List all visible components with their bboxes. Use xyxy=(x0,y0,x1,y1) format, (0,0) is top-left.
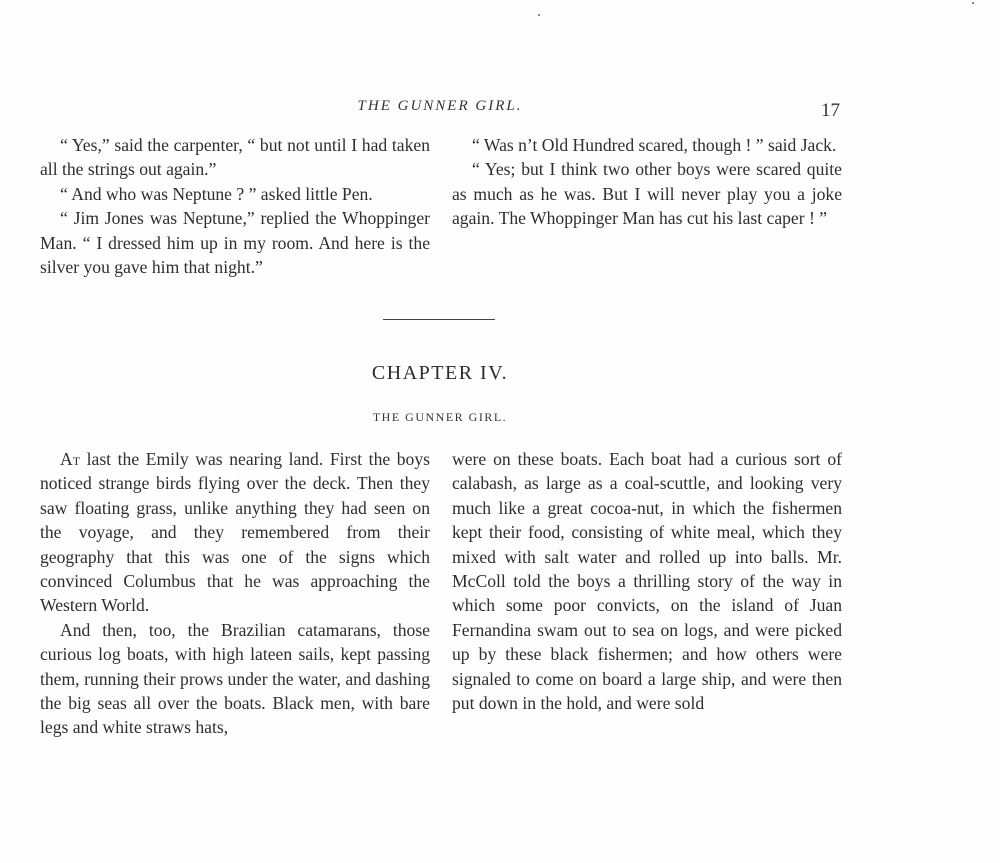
running-head xyxy=(40,96,840,120)
paragraph: “ Jim Jones was Neptune,” replied the Whoppinger Man. “ I dressed him up in my room. And here is the silver you gave him that night.” xyxy=(40,208,430,278)
paragraph: “ Yes,” said the carpenter, “ but not until I had taken all the strings out again.” xyxy=(40,135,430,180)
paper-speck xyxy=(538,14,540,16)
chapter-heading: CHAPTER IV. xyxy=(371,362,509,384)
opening-text: last the Emily was nearing land. First the boys noticed strange birds flying over the deck. Then they saw floating grass, unlike anything they had seen on the voyage, and they remembered from their geography that this was one of the signs which convinced Columbus that he was approaching the Western World. xyxy=(40,449,430,616)
paper-speck xyxy=(972,2,974,4)
paragraph: “ Was n’t Old Hundred scared, though ! ” said Jack. xyxy=(472,135,837,155)
paragraph: And then, too, the Brazilian catamarans, those curious log boats, with high lateen sails, kept passing them, running their prows under the water, and dashing the big seas all over the boats. Black men, with bare legs and white straws hats, xyxy=(40,619,430,738)
bottom-right-column xyxy=(452,447,842,715)
paragraph: “ And who was Neptune ? ” asked little Pen. xyxy=(60,183,373,204)
top-left-column xyxy=(40,133,430,279)
paragraph: “ Yes; but I think two other boys were scared quite as much as he was. But I will never play you a joke again. The Whoppinger Man has cut his last caper ! ” xyxy=(452,159,842,229)
section-divider xyxy=(383,319,495,320)
running-title: THE GUNNER GIRL. xyxy=(357,98,523,114)
page-number: 17 xyxy=(821,100,840,121)
opening-word: At xyxy=(60,449,81,469)
top-right-column xyxy=(452,133,842,231)
chapter-subtitle: THE GUNNER GIRL. xyxy=(372,410,508,424)
paragraph: were on these boats. Each boat had a curious sort of calabash, as large as a coal-scuttle, and looking very much like a great cocoa-nut, in which the fishermen kept their food, consisting of white meal, which they mixed with salt water and rolled up into balls. Mr. McColl told the boys a thrilling story of the way in which some poor convicts, on the island of Juan Fernandina swam out to sea on logs, and were picked up by these black fishermen; and how others were signaled to come on board a large ship, and were then put down in the hold, and were sold xyxy=(452,449,842,714)
opening-paragraph xyxy=(40,447,430,618)
bottom-left-column xyxy=(40,447,430,740)
